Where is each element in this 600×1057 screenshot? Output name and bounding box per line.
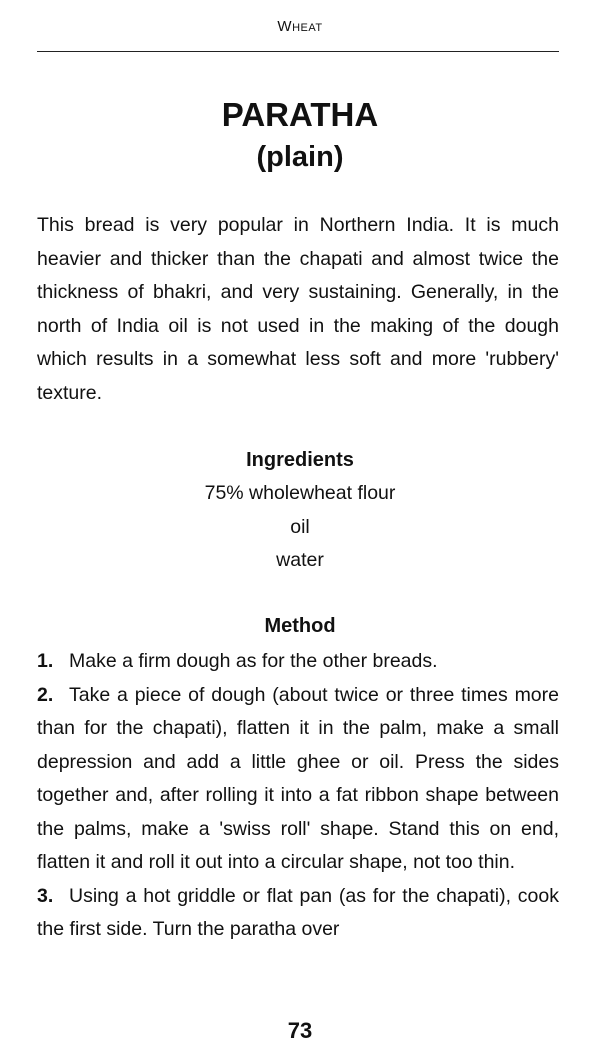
recipe-subtitle: (plain)	[256, 141, 344, 173]
header-divider	[37, 51, 559, 52]
ingredient-item: 75% wholewheat flour	[204, 482, 396, 504]
ingredients-heading: Ingredients	[246, 449, 354, 471]
ingredient-item: oil	[290, 515, 310, 538]
method-step	[37, 679, 559, 880]
step-text: Using a hot griddle or flat pan (as for the chapati), cook the first side. Turn the paratha over	[37, 884, 559, 940]
recipe-intro: This bread is very popular in Northern India. It is much heavier and thicker than the chapati and almost twice the thickness of bhakri, and very sustaining. Generally, in the north of India oil is not used in the making of the dough which results in a somewhat less soft and more 'rubbery' texture.	[37, 214, 559, 404]
ingredients-list	[0, 477, 600, 578]
step-number: 3.	[37, 884, 54, 907]
step-text: Take a piece of dough (about twice or three times more than for the chapati), flatten it in the palm, make a small depression and add a little ghee or oil. Press the sides together and, after rolling it into a fat ribbon shape between the palms, make a 'swiss roll' shape. Stand this on end, flatten it and roll it out into a circular shape, not too thin.	[37, 683, 559, 873]
page-number: 73	[287, 1018, 313, 1043]
step-number: 2.	[37, 683, 54, 706]
running-head: Wheat	[277, 18, 323, 35]
method-step	[37, 880, 559, 947]
ingredient-item: water	[276, 549, 324, 571]
method-heading: Method	[264, 615, 336, 637]
method-step	[37, 645, 559, 679]
step-number: 1.	[37, 650, 54, 672]
step-text: Make a firm dough as for the other breads.	[69, 650, 438, 672]
recipe-title: PARATHA	[221, 96, 379, 133]
method-steps	[37, 645, 559, 947]
